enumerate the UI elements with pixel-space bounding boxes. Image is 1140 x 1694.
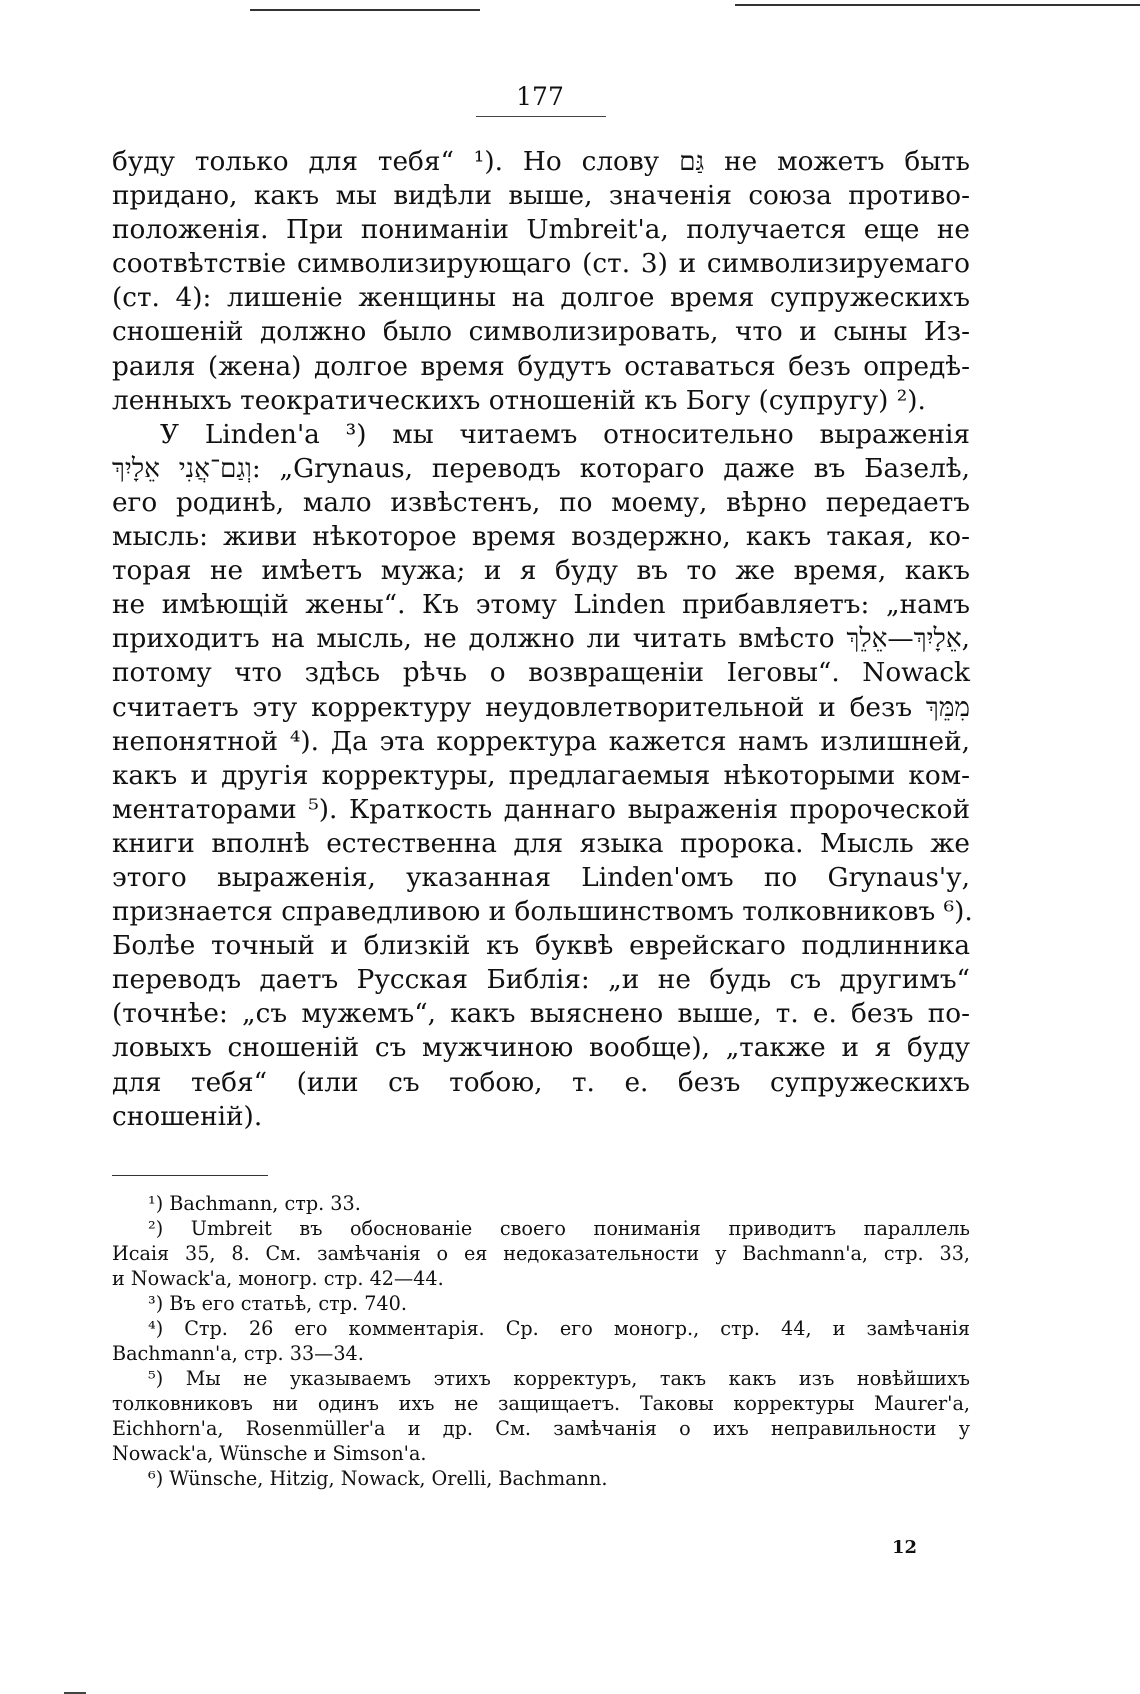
footnote-line-8: ⁵) Мы не указываемъ этихъ корректуръ, такъ какъ изъ новѣйшихъ [148,1367,970,1390]
page-number: 177 [516,82,564,111]
body-line-22: этого выраженія, указанная Linden'омъ по Grynaus'у, [112,862,970,893]
body-line-28: для тебя“ (или съ тобою, т. е. безъ супружескихъ [112,1067,970,1098]
body-line-24: Болѣе точный и близкій къ буквѣ еврейскаго подлинника [112,931,970,962]
body-line-18: непонятной ⁴). Да эта корректура кажется намъ излишней, [112,726,970,757]
printer-signature-mark: 12 [892,1537,918,1558]
body-line-9: У Linden'a ³) мы читаемъ относительно выраженія [160,419,970,450]
footnote-line-11: Nowack'a, Wünsche и Simson'a. [112,1442,427,1465]
body-line-27: ловыхъ сношеній съ мужчиною вообще), „также и я буду [112,1033,970,1064]
body-line-8: ленныхъ теократическихъ отношеній къ Богу (супругу) ²). [112,385,926,416]
body-line-5: (ст. 4): лишеніе женщины на долгое время супружескихъ [112,283,970,314]
footnote-line-2: ²) Umbreit въ обоснованіе своего пониманія приводитъ параллель [148,1217,970,1240]
body-line-4: соотвѣтствіе символизирующаго (ст. 3) и символизируемаго [112,249,970,280]
body-line-26: (точнѣе: „съ мужемъ“, какъ выяснено выше, т. е. безъ по- [112,999,970,1030]
footnote-line-9: толковниковъ ни одинъ ихъ не защищаетъ. Таковы корректуры Maurer'a, [112,1392,970,1415]
body-line-19: какъ и другія корректуры, предлагаемыя нѣкоторыми ком- [112,760,970,791]
page-number-rule [476,116,606,117]
footnote-line-12: ⁶) Wünsche, Hitzig, Nowack, Orelli, Bachmann. [148,1467,608,1490]
footnote-line-4: и Nowack'a, моногр. стр. 42—44. [112,1267,444,1290]
body-line-21: книги вполнѣ естественна для языка пророка. Мысль же [112,828,970,859]
top-rule-left [250,9,480,11]
body-line-16: потому что здѣсь рѣчь о возвращеніи Іеговы“. Nowack [112,658,970,689]
body-line-13: торая не имѣетъ мужа; и я буду въ то же время, какъ [112,556,970,587]
body-line-3: положенія. При пониманіи Umbreit'a, получается еще не [112,215,970,246]
body-line-20: ментаторами ⁵). Краткость даннаго выраженія пророческой [112,794,970,825]
body-line-11: его родинѣ, мало извѣстенъ, по моему, вѣрно передаетъ [112,487,970,518]
footnote-line-1: ¹) Bachmann, стр. 33. [148,1192,361,1215]
body-line-29: сношеній). [112,1101,263,1132]
footnote-line-3: Исаія 35, 8. См. замѣчанія о ея недоказательности у Bachmann'a, стр. 33, [112,1242,970,1265]
body-line-23: признается справедливою и большинствомъ толковниковъ ⁶). [112,897,973,928]
body-line-7: раиля (жена) долгое время будутъ оставаться безъ опредѣ- [112,351,970,382]
body-line-6: сношеній должно было символизировать, что и сыны Из- [112,317,970,348]
body-line-1: буду только для тебя“ ¹). Но слову גַּם не можетъ быть [112,147,970,177]
body-text [112,145,973,1134]
footnotes [112,1191,970,1491]
footnote-line-6: ⁴) Стр. 26 его комментарія. Ср. его моногр., стр. 44, и замѣчанія [148,1317,970,1340]
body-line-2: придано, какъ мы видѣли выше, значенія союза противо- [112,181,970,212]
top-rule-right [735,4,1140,6]
footnote-line-7: Bachmann'a, стр. 33—34. [112,1342,364,1365]
body-line-15: приходитъ на мысль, не должно ли читать вмѣсто אֵלָיִךְ—אֵלֵךְ, [112,624,970,655]
body-line-14: не имѣющій жены“. Къ этому Linden прибавляетъ: „намъ [112,590,970,621]
footnote-line-5: ³) Въ его статьѣ, стр. 740. [148,1292,407,1315]
body-line-12: мысль: живи нѣкоторое время воздержно, какъ такая, ко- [112,522,970,553]
body-line-10: וְגַם־אֲנִי אֵלָיִךְ: „Grynaus, переводъ котораго даже въ Базелѣ, [112,453,970,484]
body-line-25: переводъ даетъ Русская Библія: „и не будь съ другимъ“ [112,965,970,996]
footnote-separator [112,1175,268,1176]
body-line-17: считаетъ эту корректуру неудовлетворительной и безъ מִמֵּךְ [112,692,970,723]
footnote-line-10: Eichhorn'a, Rosenmüller'a и др. См. замѣчанія о ихъ неправильности у [112,1417,970,1440]
